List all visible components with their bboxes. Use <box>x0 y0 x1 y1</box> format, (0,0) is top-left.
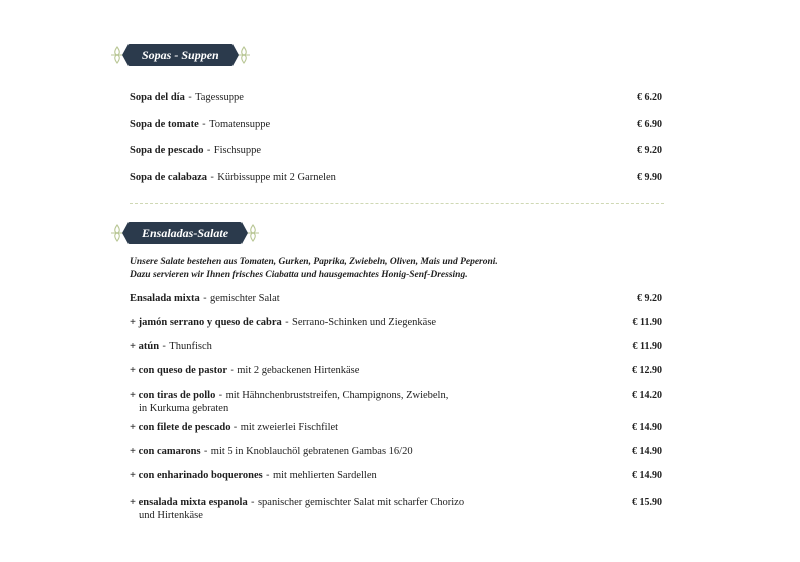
dish-description: mit Hähnchenbruststreifen, Champignons, Zwiebeln, <box>225 390 449 401</box>
dish-description: Kürbissuppe mit 2 Garnelen <box>217 172 336 183</box>
dish-description-continued: in Kurkuma gebraten <box>139 403 229 414</box>
menu-item: + con queso de pastor - mit 2 gebackenen Hirtenkäse € 12.90 <box>130 364 662 376</box>
dish-price: € 14.90 <box>632 470 662 481</box>
dish-price: € 15.90 <box>632 497 662 508</box>
menu-item: + con enharinado boquerones - mit mehlierten Sardellen € 14.90 <box>130 469 662 481</box>
menu-item: Sopa de pescado - Fischsuppe € 9.20 <box>130 144 662 156</box>
section-divider <box>130 203 664 204</box>
dish-description: Fischsuppe <box>213 145 261 156</box>
dish-description: Tomatensuppe <box>209 119 271 130</box>
dish-description: spanischer gemischter Salat mit scharfer Chorizo <box>257 497 465 508</box>
dish-name: Sopa de tomate <box>130 119 199 130</box>
dish-description: Tagessuppe <box>195 92 244 103</box>
dish-price: € 11.90 <box>632 341 662 352</box>
dish-name: + ensalada mixta espanola <box>130 497 248 508</box>
dish-name: + con filete de pescado <box>130 422 231 433</box>
menu-item: + atún - Thunfisch € 11.90 <box>130 340 662 352</box>
soups-section-title: Sopas - Suppen <box>128 44 233 66</box>
menu-item: Sopa de calabaza - Kürbissuppe mit 2 Garnelen € 9.90 <box>130 171 662 183</box>
dish-price: € 14.20 <box>632 390 662 401</box>
dish-price: € 14.90 <box>632 422 662 433</box>
dish-price: € 6.20 <box>637 92 662 103</box>
dish-description: gemischter Salat <box>209 293 280 304</box>
salads-intro-line: Dazu servieren wir Ihnen frisches Ciabatta und hausgemachtes Honig-Senf-Dressing. <box>130 270 468 280</box>
menu-item: Ensalada mixta - gemischter Salat € 9.20 <box>130 292 662 304</box>
dish-name: + atún <box>130 341 160 352</box>
dish-name: + jamón serrano y queso de cabra <box>130 317 282 328</box>
dish-name: Sopa del día <box>130 92 185 103</box>
dish-name: + con queso de pastor <box>130 365 227 376</box>
dish-name: + con enharinado boquerones <box>130 470 263 481</box>
menu-item: Sopa de tomate - Tomatensuppe € 6.90 <box>130 118 662 130</box>
menu-item: + jamón serrano y queso de cabra - Serrano-Schinken und Ziegenkäse € 11.90 <box>130 316 662 328</box>
dish-name: + con camarons <box>130 446 201 457</box>
dish-price: € 6.90 <box>637 119 662 130</box>
salads-section-title: Ensaladas-Salate <box>128 222 242 244</box>
menu-item: Sopa del día - Tagessuppe € 6.20 <box>130 91 662 103</box>
dish-price: € 14.90 <box>632 446 662 457</box>
dish-price: € 12.90 <box>632 365 662 376</box>
dish-price: € 9.20 <box>637 293 662 304</box>
dish-price: € 9.20 <box>637 145 662 156</box>
dish-description: mit 5 in Knoblauchöl gebratenen Gambas 16/20 <box>210 446 413 457</box>
dish-name: + con tiras de pollo <box>130 390 216 401</box>
dish-name: Sopa de calabaza <box>130 172 208 183</box>
dish-name: Sopa de pescado <box>130 145 204 156</box>
salads-header <box>110 222 260 244</box>
dish-description: mit mehlierten Sardellen <box>272 470 377 481</box>
dish-description: mit zweierlei Fischfilet <box>240 422 339 433</box>
dish-description-continued: und Hirtenkäse <box>139 510 203 521</box>
salads-intro <box>130 256 650 282</box>
dish-description: Thunfisch <box>169 341 212 352</box>
leaf-ornament-icon <box>237 46 251 64</box>
menu-item: + con filete de pescado - mit zweierlei Fischfilet € 14.90 <box>130 421 662 433</box>
leaf-ornament-icon <box>246 224 260 242</box>
menu-item: + con tiras de pollo - mit Hähnchenbruststreifen, Champignons, Zwiebeln, in Kurkuma gebraten € 14.20 <box>130 389 662 414</box>
menu-item: + con camarons - mit 5 in Knoblauchöl gebratenen Gambas 16/20 € 14.90 <box>130 445 662 457</box>
dish-description: mit 2 gebackenen Hirtenkäse <box>237 365 360 376</box>
dish-price: € 9.90 <box>637 172 662 183</box>
dish-name: Ensalada mixta <box>130 293 200 304</box>
salads-intro-line: Unsere Salate bestehen aus Tomaten, Gurken, Paprika, Zwiebeln, Oliven, Mais und Peperoni. <box>130 257 498 267</box>
dish-price: € 11.90 <box>632 317 662 328</box>
dish-description: Serrano-Schinken und Ziegenkäse <box>292 317 437 328</box>
soups-header <box>110 44 251 66</box>
menu-item: + ensalada mixta espanola - spanischer gemischter Salat mit scharfer Chorizo und Hirtenkäse € 15.90 <box>130 496 662 521</box>
